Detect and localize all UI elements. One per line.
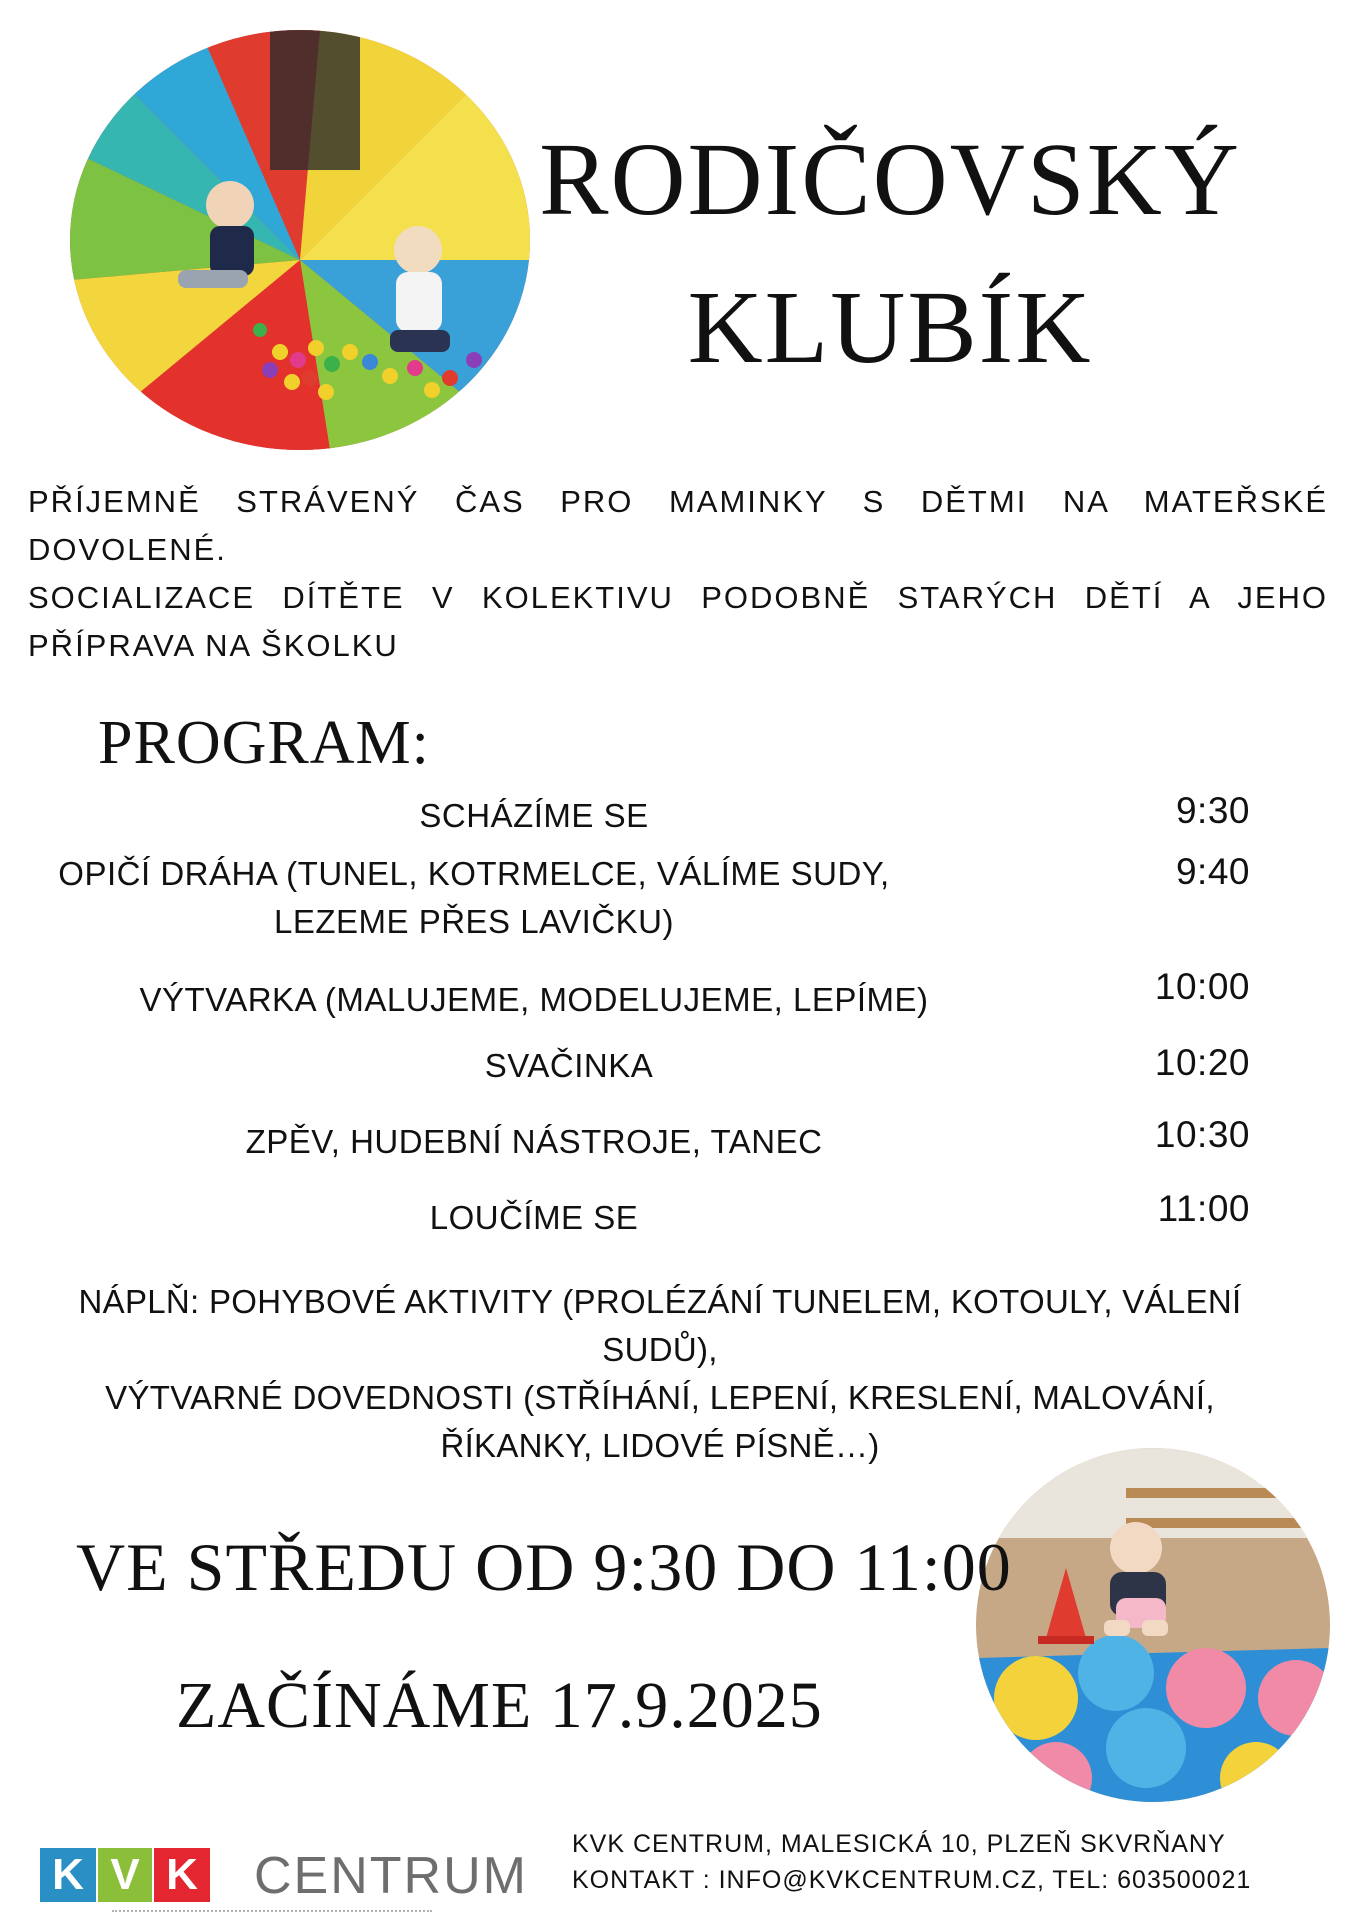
program-time: 10:20: [1154, 1042, 1250, 1083]
intro-line-1: PŘÍJEMNĚ STRÁVENÝ ČAS PRO MAMINKY S DĚTMI NA MATEŘSKÉ: [28, 484, 1328, 519]
address-line: KVK CENTRUM, MALESICKÁ 10, PLZEŇ SKVRŇANY: [572, 1830, 1226, 1858]
logo-divider: [112, 1910, 432, 1918]
playmat-illustration: [976, 1448, 1330, 1802]
logo-word: CENTRUM: [254, 1847, 528, 1905]
napln-line-4: ŘÍKANKY, LIDOVÉ PÍSNĚ…): [440, 1427, 880, 1464]
napln-line-1: NÁPLŇ: POHYBOVÉ AKTIVITY (PROLÉZÁNÍ TUNELEM, KOTOULY, VÁLENÍ: [78, 1283, 1242, 1320]
intro-line-3: SOCIALIZACE DÍTĚTE V KOLEKTIVU PODOBNĚ STARÝCH DĚTÍ A JEHO: [28, 580, 1328, 615]
program-activity: LOUČÍME SE: [429, 1199, 639, 1236]
logo-letter-v: V: [98, 1848, 152, 1902]
program-activity: ZPĚV, HUDEBNÍ NÁSTROJE, TANEC: [245, 1123, 823, 1160]
program-time: 10:00: [1154, 966, 1250, 1007]
program-time: 9:40: [1175, 851, 1250, 892]
photo-parachute-children: [70, 30, 530, 450]
program-time: 11:00: [1157, 1188, 1250, 1229]
program-activity: VÝTVARKA (MALUJEME, MODELUJEME, LEPÍME): [139, 981, 929, 1018]
start-date: ZAČÍNÁME 17.9.2025: [176, 1669, 823, 1742]
program-activity: OPIČÍ DRÁHA (TUNEL, KOTRMELCE, VÁLÍME SUDY,: [58, 855, 890, 892]
photo-toddler-playmat: [976, 1448, 1330, 1802]
program-time: 10:30: [1154, 1114, 1250, 1155]
intro-line-2: DOVOLENÉ.: [28, 532, 227, 567]
napln-line-2: SUDŮ),: [602, 1331, 718, 1368]
program-activity: SCHÁZÍME SE: [419, 797, 649, 834]
napln-line-3: VÝTVARNÉ DOVEDNOSTI (STŘÍHÁNÍ, LEPENÍ, KRESLENÍ, MALOVÁNÍ,: [105, 1379, 1215, 1416]
logo-letter-k2: K: [154, 1848, 210, 1902]
schedule-day-time: VE STŘEDU OD 9:30 DO 11:00: [76, 1529, 1012, 1605]
intro-line-4: PŘÍPRAVA NA ŠKOLKU: [28, 628, 399, 663]
program-heading: PROGRAM:: [98, 709, 430, 777]
parachute-illustration: [70, 30, 530, 450]
title-line-2: KLUBÍK: [687, 270, 1093, 385]
logo-letter-k: K: [40, 1848, 96, 1902]
kvk-centrum-logo: [40, 1842, 528, 1920]
program-activity-continued: LEZEME PŘES LAVIČKU): [274, 903, 674, 940]
program-activity: SVAČINKA: [484, 1047, 654, 1084]
title-line-1: RODIČOVSKÝ: [539, 122, 1241, 237]
program-time: 9:30: [1175, 790, 1250, 831]
contact-line: KONTAKT : INFO@KVKCENTRUM.CZ, TEL: 603500021: [572, 1866, 1252, 1894]
